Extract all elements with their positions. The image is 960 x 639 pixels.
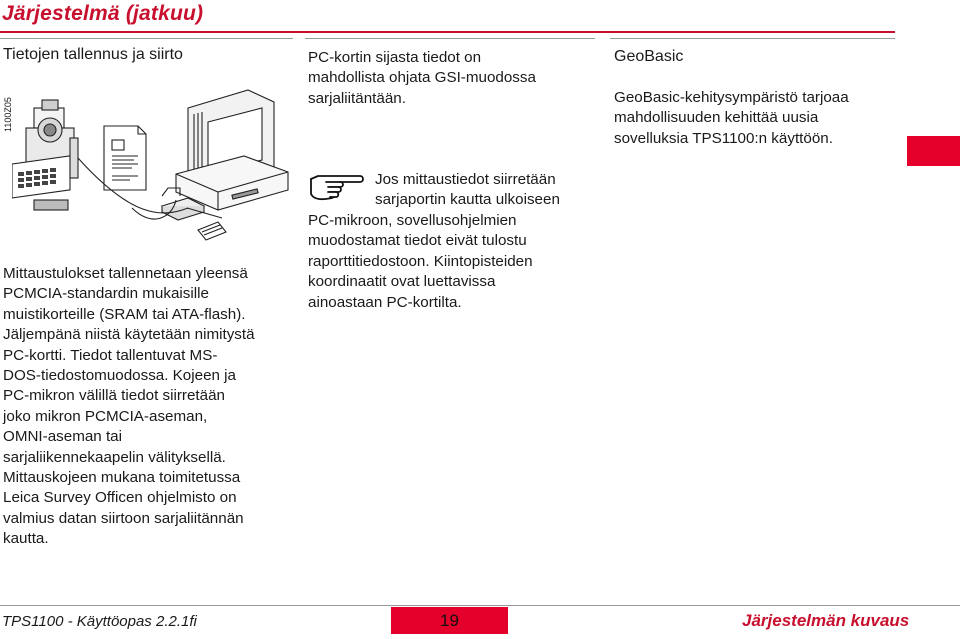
- pc-card-illustration: [198, 222, 226, 240]
- paragraph-line: mahdollisuuden kehittää uusia: [614, 109, 819, 127]
- left-column-rule: [0, 38, 293, 39]
- document-illustration: [104, 126, 146, 190]
- footer-section-name: Järjestelmän kuvaus: [742, 611, 910, 630]
- footer-divider: [0, 605, 960, 606]
- paragraph-line: Mittaustulokset tallennetaan yleensä: [3, 265, 248, 282]
- paragraph-line: sarjaliikennekaapelin välityksellä.: [3, 448, 226, 466]
- note-remaining-lines: [308, 211, 603, 313]
- paragraph-line: PCMCIA-standardin mukaisille: [3, 285, 209, 303]
- middle-column-rule: [305, 38, 595, 39]
- paragraph-line: Jäljempänä niistä käytetään nimitystä: [3, 326, 255, 344]
- intro-line: mahdollista ohjata GSI-muodossa: [308, 69, 536, 87]
- paragraph-line: Leica Survey Officen ohjelmisto on: [3, 489, 237, 507]
- intro-line: sarjaliitäntään.: [308, 89, 406, 107]
- computer-illustration: [162, 90, 288, 210]
- note-line: sarjaportin kautta ulkoiseen: [375, 191, 560, 209]
- paragraph-line: PC-mikron välillä tiedot siirretään: [3, 387, 225, 405]
- middle-column-intro: [308, 48, 598, 109]
- paragraph-line: muistikorteille (SRAM tai ATA-flash).: [3, 305, 246, 323]
- left-column-paragraph: [3, 264, 293, 550]
- right-column-heading: GeoBasic: [614, 48, 684, 65]
- paragraph-line: sovelluksia TPS1100:n käyttöön.: [614, 129, 833, 147]
- total-station-illustration: [12, 100, 78, 210]
- note-line: PC-mikroon, sovellusohjelmien: [308, 212, 517, 229]
- paragraph-line: OMNI-aseman tai: [3, 428, 123, 446]
- note-first-lines: [375, 170, 605, 211]
- paragraph-line: PC-kortti. Tiedot tallentuvat MS-: [3, 346, 218, 364]
- footer-manual-name: TPS1100 - Käyttöopas 2.2.1fi: [2, 613, 197, 630]
- page-number: 19: [391, 607, 508, 634]
- image-code: 1100Z05: [3, 97, 13, 132]
- right-column-paragraph: [614, 88, 899, 149]
- note-line: Jos mittaustiedot siirretään: [375, 171, 556, 188]
- note-line: raporttitiedostoon. Kiintopisteiden: [308, 252, 533, 270]
- right-column-rule: [610, 38, 895, 39]
- paragraph-line: Mittauskojeen mukana toimitetussa: [3, 469, 241, 487]
- pointing-hand-icon: [308, 170, 368, 204]
- left-column-heading: Tietojen tallennus ja siirto: [3, 46, 183, 63]
- data-transfer-illustration: [12, 68, 302, 248]
- paragraph-line: DOS-tiedostomuodossa. Kojeen ja: [3, 367, 237, 385]
- section-tab-marker: [907, 136, 960, 166]
- note-line: koordinaatit ovat luettavissa: [308, 273, 496, 291]
- header-divider: [0, 31, 895, 33]
- intro-line: PC-kortin sijasta tiedot on: [308, 49, 482, 66]
- paragraph-line: valmius datan siirtoon sarjaliitännän: [3, 509, 244, 527]
- note-line: ainoastaan PC-kortilta.: [308, 293, 462, 311]
- paragraph-line: joko mikron PCMCIA-aseman,: [3, 407, 208, 425]
- page-title: Järjestelmä (jatkuu): [2, 2, 204, 25]
- paragraph-line: kautta.: [3, 530, 49, 548]
- note-line: muodostamat tiedot eivät tulostu: [308, 232, 527, 250]
- paragraph-line: GeoBasic-kehitysympäristö tarjoaa: [614, 89, 849, 106]
